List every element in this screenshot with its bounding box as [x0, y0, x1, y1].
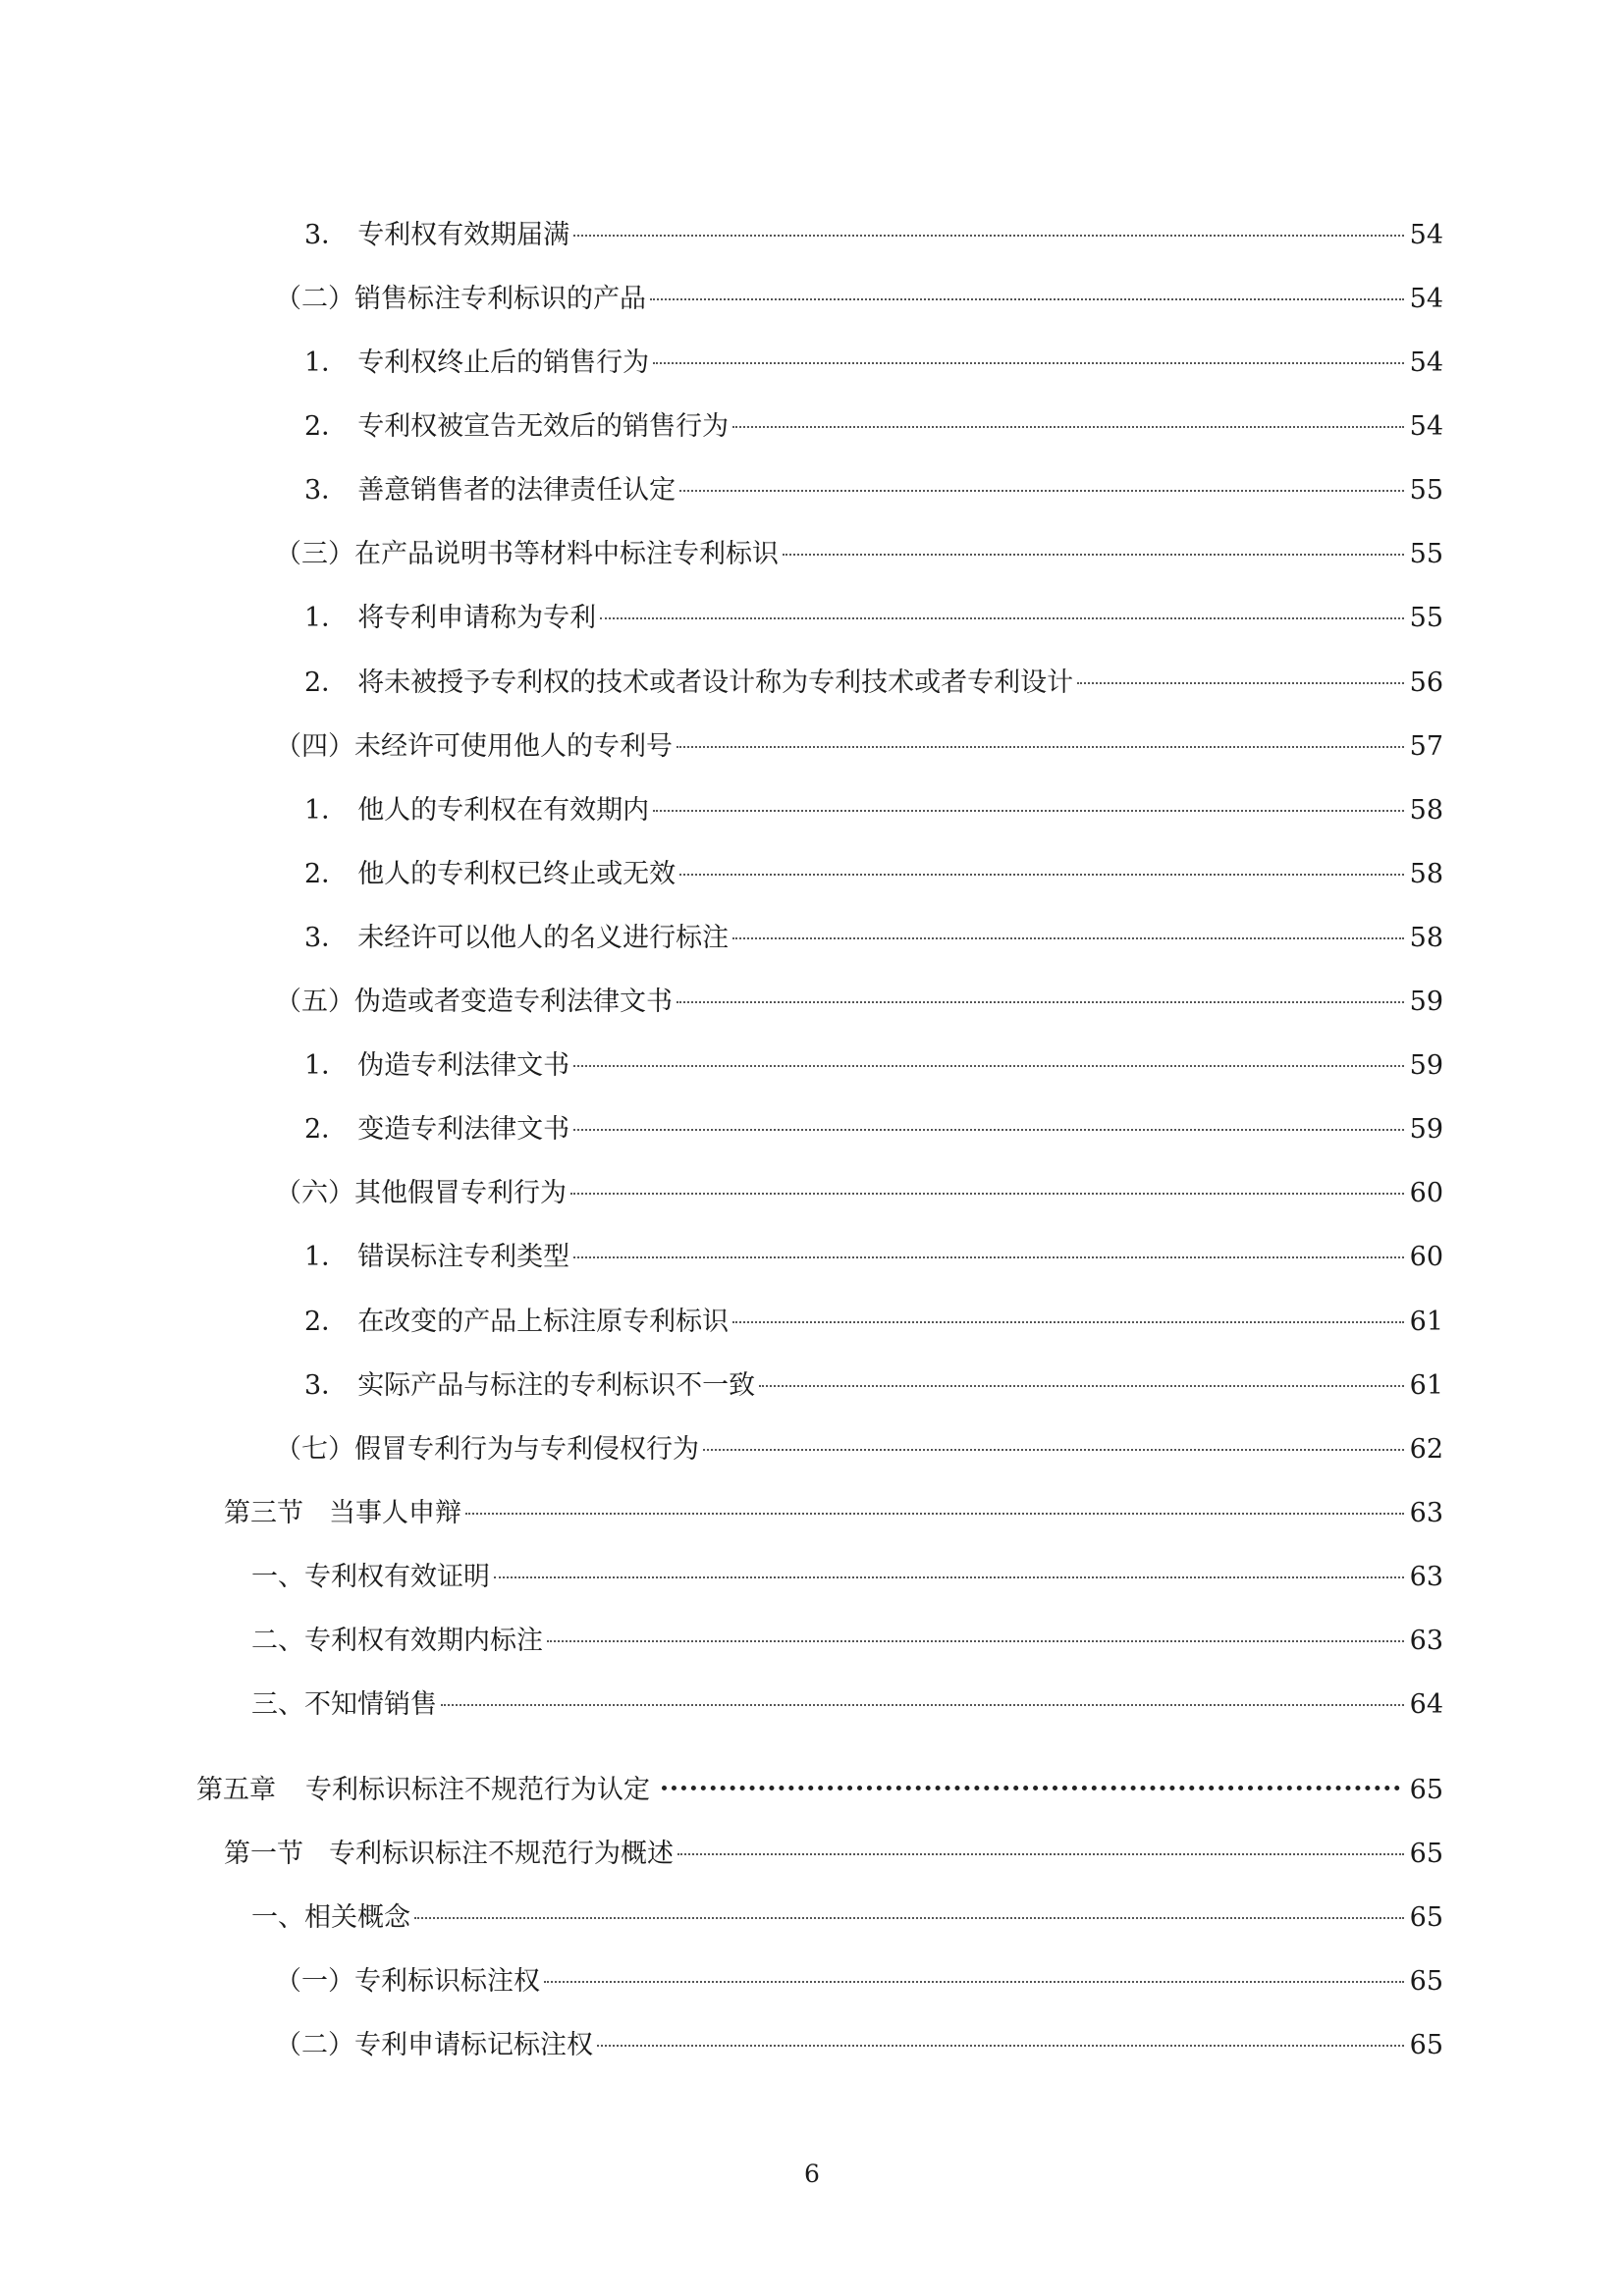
dot-leader [732, 426, 1403, 428]
dot-leader [703, 1449, 1404, 1451]
toc-entry-page: 64 [1409, 1689, 1443, 1720]
toc-entry-title: 专利申请标记标注权 [354, 2030, 593, 2060]
toc-entry-title: 假冒专利行为与专利侵权行为 [354, 1434, 699, 1465]
toc-entry[interactable] [304, 855, 1443, 894]
dot-leader [441, 1704, 1404, 1706]
dot-leader [732, 1321, 1403, 1323]
toc-entry[interactable] [304, 1366, 1443, 1406]
toc-entry-title: 不知情销售 [304, 1689, 437, 1720]
toc-entry[interactable] [304, 344, 1443, 383]
toc-entry-number: 一、 [251, 1902, 304, 1933]
toc-entry-number: （六） [275, 1178, 354, 1208]
toc-entry-page: 59 [1409, 1114, 1443, 1145]
toc-entry-title: 变造专利法律文书 [357, 1114, 570, 1145]
toc-entry-title: 专利标识标注不规范行为概述 [329, 1839, 674, 1869]
dot-leader [759, 1385, 1403, 1387]
toc-entry[interactable] [304, 407, 1443, 447]
toc-entry-title: 错误标注专利类型 [357, 1242, 570, 1272]
toc-entry[interactable] [304, 791, 1443, 830]
toc-entry-title: 专利权有效期内标注 [304, 1626, 543, 1656]
toc-entry-page: 54 [1409, 220, 1443, 250]
dot-leader [570, 1193, 1404, 1195]
dot-leader [573, 1129, 1403, 1131]
toc-entry-page: 63 [1409, 1626, 1443, 1656]
dot-leader [1077, 682, 1403, 684]
toc-entry-title: 销售标注专利标识的产品 [354, 284, 646, 314]
toc-entry-number: （四） [275, 731, 354, 762]
dot-leader [573, 235, 1403, 237]
toc-entry-page: 58 [1409, 859, 1443, 889]
dot-leader [414, 1917, 1404, 1919]
toc-entry[interactable] [304, 1046, 1443, 1086]
toc-entry-number: 第一节 [224, 1839, 303, 1869]
toc-entry-page: 55 [1409, 603, 1443, 633]
toc-entry-number: 第三节 [224, 1498, 303, 1528]
dot-leader [547, 1640, 1404, 1642]
toc-entry-number: 2． [304, 667, 349, 698]
toc-entry-page: 63 [1409, 1498, 1443, 1528]
toc-entry[interactable] [275, 1174, 1443, 1213]
toc-entry-number: 第五章 [196, 1775, 276, 1805]
toc-entry-title: 专利权终止后的销售行为 [357, 347, 650, 378]
toc-entry-page: 55 [1409, 539, 1443, 569]
toc-entry[interactable] [275, 535, 1443, 574]
toc-entry-title: 他人的专利权已终止或无效 [357, 859, 677, 889]
toc-entry[interactable] [304, 919, 1443, 958]
toc-entry[interactable] [251, 1622, 1443, 1661]
dot-leader [732, 937, 1403, 939]
toc-entry-page: 57 [1409, 731, 1443, 762]
dot-leader [573, 1256, 1403, 1258]
toc-entry-page: 58 [1409, 795, 1443, 826]
toc-entry-title: 专利标识标注权 [354, 1966, 540, 1997]
dot-leader [679, 490, 1403, 492]
toc-entry-page: 54 [1409, 347, 1443, 378]
toc-entry-number: （三） [275, 539, 354, 569]
toc-entry-number: （七） [275, 1434, 354, 1465]
toc-entry-title: 实际产品与标注的专利标识不一致 [357, 1370, 756, 1401]
dot-leader [677, 1853, 1404, 1855]
toc-entry[interactable] [275, 2026, 1443, 2065]
toc-entry-page: 62 [1409, 1434, 1443, 1465]
toc-entry-page: 59 [1409, 987, 1443, 1017]
toc-entry-number: （二） [275, 2030, 354, 2060]
toc-entry-number: （五） [275, 987, 354, 1017]
dot-leader [465, 1513, 1404, 1515]
dot-leader [679, 874, 1403, 876]
toc-entry-title: 在产品说明书等材料中标注专利标识 [354, 539, 779, 569]
dot-leader [783, 554, 1404, 556]
toc-entry[interactable] [275, 1430, 1443, 1469]
dot-leader [544, 1981, 1404, 1983]
toc-entry-number: 3． [304, 475, 349, 506]
toc-entry-title: 专利标识标注不规范行为认定 [305, 1775, 650, 1805]
toc-entry-page: 56 [1409, 667, 1443, 698]
toc-entry-page: 55 [1409, 475, 1443, 506]
toc-entry-section[interactable] [224, 1835, 1443, 1874]
toc-entry-page: 65 [1409, 1775, 1443, 1805]
toc-entry-number: （二） [275, 284, 354, 314]
toc-entry[interactable] [304, 471, 1443, 510]
dot-leader [494, 1576, 1404, 1578]
toc-entry-title: 将专利申请称为专利 [357, 603, 597, 633]
toc-entry[interactable] [304, 599, 1443, 638]
toc-entry-title: 在改变的产品上标注原专利标识 [357, 1307, 730, 1337]
toc-entry[interactable] [304, 664, 1443, 703]
toc-entry-page: 65 [1409, 1839, 1443, 1869]
toc-entry-number: 1． [304, 603, 349, 633]
toc-entry-title: 他人的专利权在有效期内 [357, 795, 650, 826]
toc-entry-number: 2． [304, 1114, 349, 1145]
toc-entry-title: 专利权被宣告无效后的销售行为 [357, 411, 730, 442]
toc-entry[interactable] [251, 1685, 1443, 1725]
toc-entry-page: 58 [1409, 923, 1443, 953]
toc-entry-number: 1． [304, 1242, 349, 1272]
toc-entry-number: 2． [304, 411, 349, 442]
dot-leader [650, 298, 1404, 300]
toc-entry-page: 54 [1409, 411, 1443, 442]
toc-entry[interactable] [275, 280, 1443, 319]
toc-entry-number: 3． [304, 923, 349, 953]
toc-entry-title: 未经许可使用他人的专利号 [354, 731, 673, 762]
toc-entry-number: 三、 [251, 1689, 304, 1720]
dot-leader [653, 810, 1403, 812]
toc-entry-page: 59 [1409, 1050, 1443, 1081]
toc-entry-title: 未经许可以他人的名义进行标注 [357, 923, 730, 953]
toc-entry-number: （一） [275, 1966, 354, 1997]
toc-entry-title: 当事人申辩 [329, 1498, 461, 1528]
toc-entry-number: 二、 [251, 1626, 304, 1656]
toc-entry-number: 1． [304, 1050, 349, 1081]
toc-entry-number: 3． [304, 1370, 349, 1401]
toc-entry-page: 63 [1409, 1562, 1443, 1592]
toc-entry-page: 60 [1409, 1178, 1443, 1208]
toc-entry[interactable] [304, 1238, 1443, 1277]
toc-entry-title: 专利权有效期届满 [357, 220, 570, 250]
toc-entry-title: 专利权有效证明 [304, 1562, 490, 1592]
toc-entry-page: 60 [1409, 1242, 1443, 1272]
toc-entry-page: 65 [1409, 2030, 1443, 2060]
toc-entry-page: 65 [1409, 1966, 1443, 1997]
toc-entry[interactable] [304, 1303, 1443, 1342]
dot-leader [653, 362, 1403, 364]
toc-entry-title: 伪造专利法律文书 [357, 1050, 570, 1081]
toc-entry-number: 2． [304, 859, 349, 889]
toc-entry-number: 一、 [251, 1562, 304, 1592]
toc-entry[interactable] [275, 1962, 1443, 2002]
page-number: 6 [804, 2160, 820, 2188]
toc-entry-title: 善意销售者的法律责任认定 [357, 475, 677, 506]
toc-entry-section[interactable] [224, 1494, 1443, 1533]
toc-entry[interactable] [304, 1110, 1443, 1149]
dot-leader [677, 1001, 1404, 1003]
dot-leader [662, 1786, 1400, 1790]
toc-entry[interactable] [251, 1898, 1443, 1938]
toc-entry-title: 将未被授予专利权的技术或者设计称为专利技术或者专利设计 [357, 667, 1074, 698]
toc-entry-number: 2． [304, 1307, 349, 1337]
dot-leader [597, 2045, 1404, 2047]
toc-entry[interactable] [304, 216, 1443, 255]
toc-entry-title: 其他假冒专利行为 [354, 1178, 567, 1208]
toc-entry-number: 1． [304, 347, 349, 378]
toc-entry-page: 54 [1409, 284, 1443, 314]
toc-entry-title: 伪造或者变造专利法律文书 [354, 987, 673, 1017]
toc-entry-number: 3． [304, 220, 349, 250]
toc-entry-page: 65 [1409, 1902, 1443, 1933]
toc-entry-number: 1． [304, 795, 349, 826]
toc-entry-page: 61 [1409, 1307, 1443, 1337]
toc-entry[interactable] [275, 727, 1443, 767]
toc-entry-page: 61 [1409, 1370, 1443, 1401]
dot-leader [677, 746, 1404, 748]
dot-leader [600, 617, 1403, 619]
toc-entry-title: 相关概念 [304, 1902, 410, 1933]
toc-entry-chapter[interactable] [196, 1771, 1443, 1810]
toc-entry[interactable] [275, 983, 1443, 1022]
toc-entry[interactable] [251, 1558, 1443, 1597]
dot-leader [573, 1065, 1403, 1067]
